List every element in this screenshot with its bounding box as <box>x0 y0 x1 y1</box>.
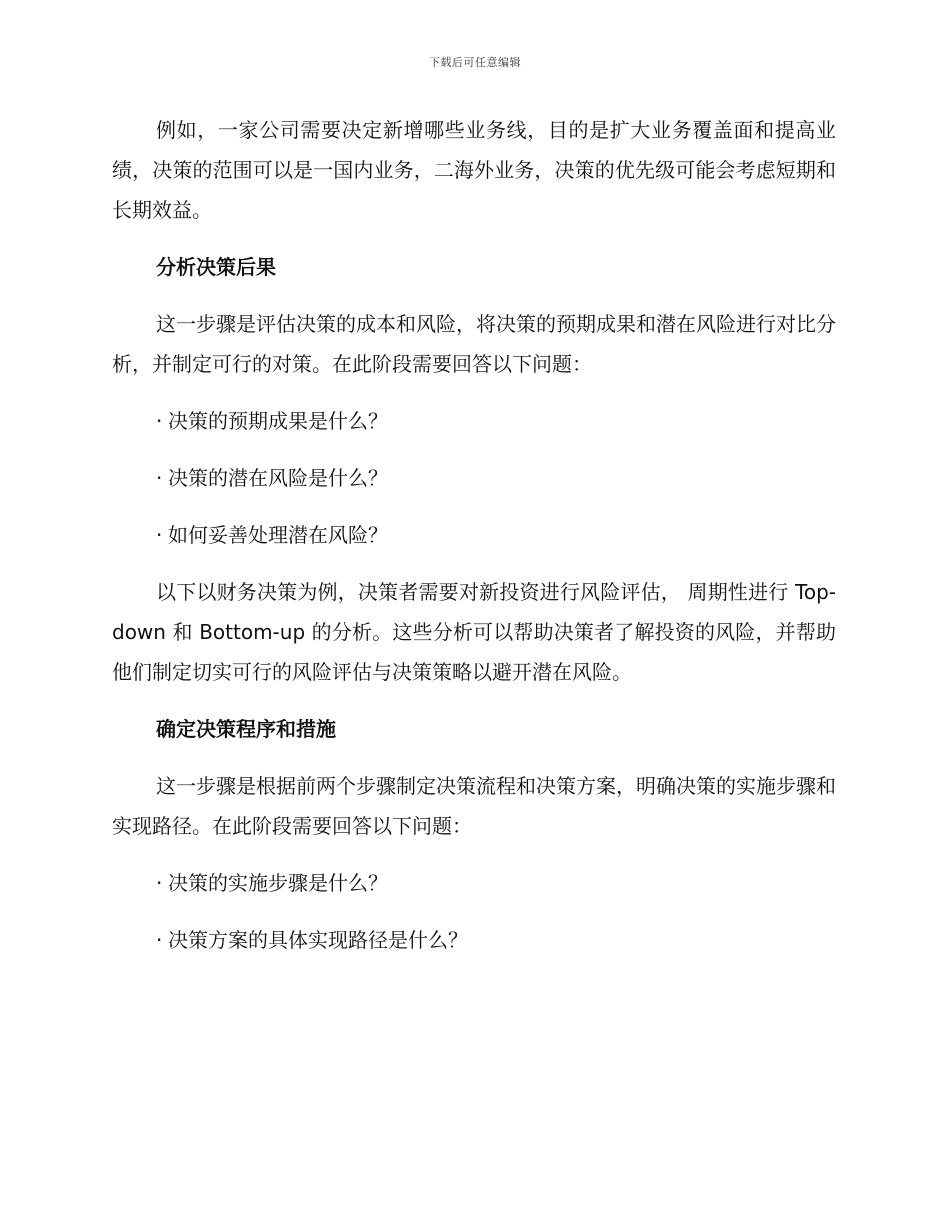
spacer <box>112 692 836 709</box>
paragraph-example: 例如，一家公司需要决定新增哪些业务线，目的是扩大业务覆盖面和提高业绩，决策的范围可以是一国内业务，二海外业务，决策的优先级可能会考虑短期和长期效益。 <box>112 118 836 222</box>
bullet-marker: · <box>156 871 163 895</box>
list-item-text: 决策的预期成果是什么？ <box>168 409 388 433</box>
spacer <box>112 441 836 458</box>
paragraph-procedures: 这一步骤是根据前两个步骤制定决策流程和决策方案，明确决策的实施步骤和实现路径。在此阶段需要回答以下问题： <box>112 774 836 838</box>
bullet-marker: · <box>156 409 163 433</box>
section-heading-procedures: 确定决策程序和措施 <box>156 717 336 741</box>
list-item-text: 如何妥善处理潜在风险？ <box>168 523 388 547</box>
spacer <box>112 384 836 401</box>
spacer <box>112 846 836 863</box>
list-item <box>112 515 836 555</box>
spacer <box>112 230 836 247</box>
list-item-text: 决策方案的具体实现路径是什么？ <box>168 928 468 952</box>
page-header: 下载后可任意编辑 <box>429 56 521 69</box>
document-body <box>112 110 836 960</box>
section-heading-analyze-consequences: 分析决策后果 <box>156 255 276 279</box>
list-item <box>112 920 836 960</box>
bullet-marker: · <box>156 466 163 490</box>
spacer <box>112 287 836 304</box>
list-item-text: 决策的实施步骤是什么？ <box>168 871 388 895</box>
spacer <box>112 749 836 766</box>
list-item <box>112 458 836 498</box>
bullet-marker: · <box>156 928 163 952</box>
bullet-marker: · <box>156 523 163 547</box>
spacer <box>112 555 836 572</box>
paragraph-financial-example: 以下以财务决策为例，决策者需要对新投资进行风险评估， 周期性进行 Top-down 和 Bottom-up 的分析。这些分析可以帮助决策者了解投资的风险，并帮助他们制定切实可行的风险评估与决策策略以避开潜在风险。 <box>112 580 836 684</box>
list-item <box>112 401 836 441</box>
list-item <box>112 863 836 903</box>
list-item-text: 决策的潜在风险是什么？ <box>168 466 388 490</box>
spacer <box>112 498 836 515</box>
spacer <box>112 903 836 920</box>
paragraph-analysis: 这一步骤是评估决策的成本和风险，将决策的预期成果和潜在风险进行对比分析，并制定可行的对策。在此阶段需要回答以下问题： <box>112 312 836 376</box>
